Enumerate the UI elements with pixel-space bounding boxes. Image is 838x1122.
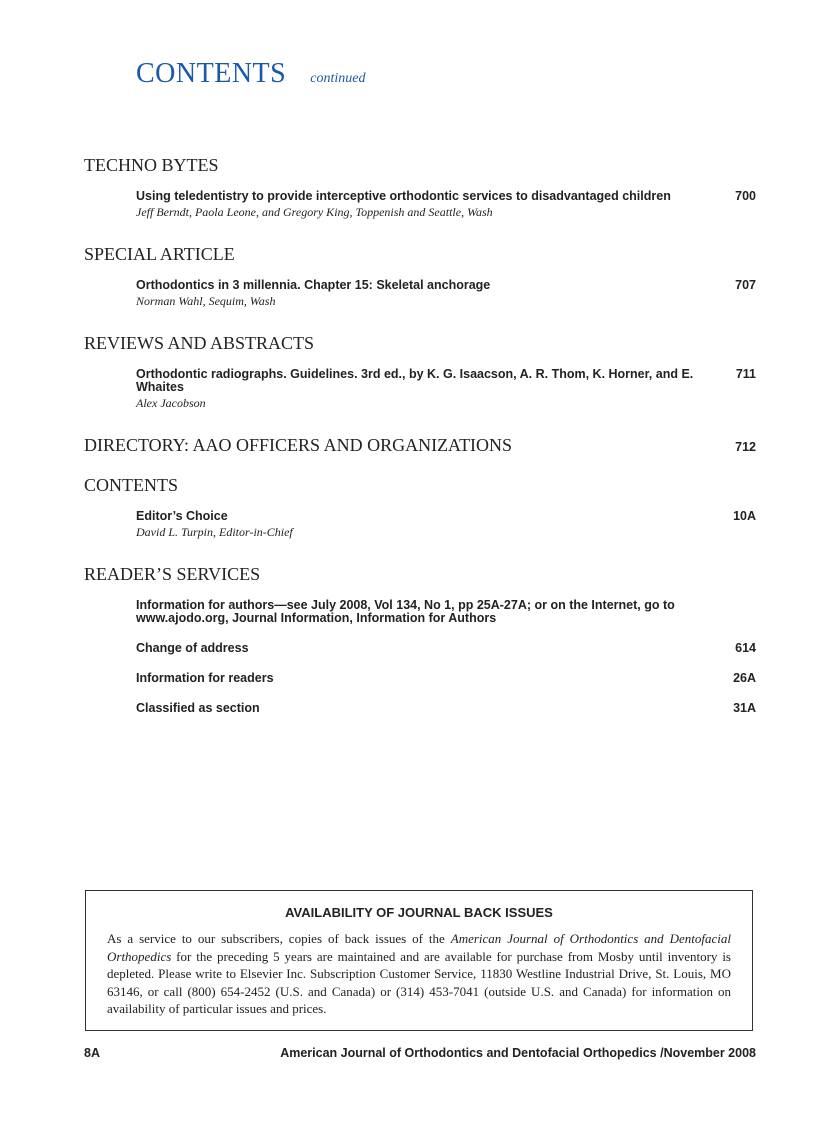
entry-title[interactable]: Change of address	[136, 641, 249, 655]
entry-title[interactable]: Editor’s Choice	[136, 509, 228, 523]
entry-authors: Alex Jacobson	[136, 396, 206, 410]
entry-title[interactable]: Orthodontics in 3 millennia. Chapter 15: Skeletal anchorage	[136, 278, 491, 292]
section-directory[interactable]	[84, 435, 756, 456]
entry-authors: David L. Turpin, Editor-in-Chief	[136, 525, 293, 539]
toc-entry[interactable]	[136, 642, 756, 655]
entry-authors: Norman Wahl, Sequim, Wash	[136, 294, 276, 308]
entry-page: 707	[735, 278, 756, 292]
toc-entry[interactable]	[136, 702, 756, 715]
section-heading-directory[interactable]: DIRECTORY: AAO OFFICERS AND ORGANIZATIONS	[84, 435, 513, 455]
toc-entry[interactable]	[136, 368, 756, 411]
section-heading-contents: CONTENTS	[84, 475, 178, 495]
section-heading-readers-services: READER’S SERVICES	[84, 564, 261, 584]
entry-page: 26A	[733, 671, 756, 685]
entry-authors: Jeff Berndt, Paola Leone, and Gregory King, Toppenish and Seattle, Wash	[136, 205, 493, 219]
notice-text-part: As a service to our subscribers, copies of back issues of the	[107, 931, 451, 946]
entry-title[interactable]: Orthodontic radiographs. Guidelines. 3rd ed., by K. G. Isaacson, A. R. Thom, K. Horner, and E. Whaites	[136, 367, 694, 394]
entry-page: 31A	[733, 701, 756, 715]
entry-title[interactable]: Using teledentistry to provide interceptive orthodontic services to disadvantaged children	[136, 189, 671, 203]
toc-entry[interactable]	[136, 672, 756, 685]
notice-title: AVAILABILITY OF JOURNAL BACK ISSUES	[285, 905, 553, 920]
back-issues-notice	[85, 890, 753, 1031]
section-heading-special-article: SPECIAL ARTICLE	[84, 244, 235, 264]
journal-name: American Journal of Orthodontics and Dentofacial Orthopedics	[107, 931, 731, 964]
notice-text-part: for the preceding 5 years are maintained and are available for purchase from Mosby until inventory is depleted. Please write to Elsevier Inc. Subscription Customer Service, 11830 Westline Industrial Drive, St. Louis, MO 63146, or call (800) 654-2452 (U.S. and Canada) or (314) 453-7041 (outside U.S. and Canada) for information on availability of particular issues and prices.	[107, 948, 731, 1016]
toc-entry[interactable]	[136, 599, 756, 625]
page-title: CONTENTS	[136, 58, 287, 89]
toc-entry[interactable]	[136, 279, 756, 309]
entry-page: 712	[735, 440, 756, 454]
entry-title[interactable]: Information for readers	[136, 671, 274, 685]
entry-title[interactable]: Information for authors—see July 2008, Vol 134, No 1, pp 25A-27A; or on the Internet, go to www.ajodo.org, Journal Information, Information for Authors	[136, 598, 675, 625]
entry-page: 10A	[733, 509, 756, 523]
page-subtitle: continued	[310, 71, 366, 86]
entry-page: 700	[735, 189, 756, 203]
page-header	[136, 58, 365, 90]
entry-page: 711	[735, 367, 756, 381]
entry-page: 614	[735, 641, 756, 655]
toc-entry[interactable]	[136, 510, 756, 540]
journal-footer: American Journal of Orthodontics and Dentofacial Orthopedics /November 2008	[280, 1046, 756, 1060]
toc-entry[interactable]	[136, 190, 756, 220]
entry-title[interactable]: Classified as section	[136, 701, 260, 715]
section-heading-reviews: REVIEWS AND ABSTRACTS	[84, 333, 315, 353]
section-heading-techno-bytes: TECHNO BYTES	[84, 155, 219, 175]
notice-text	[107, 930, 731, 1018]
page-footer	[84, 1046, 756, 1060]
page-number: 8A	[84, 1046, 100, 1060]
